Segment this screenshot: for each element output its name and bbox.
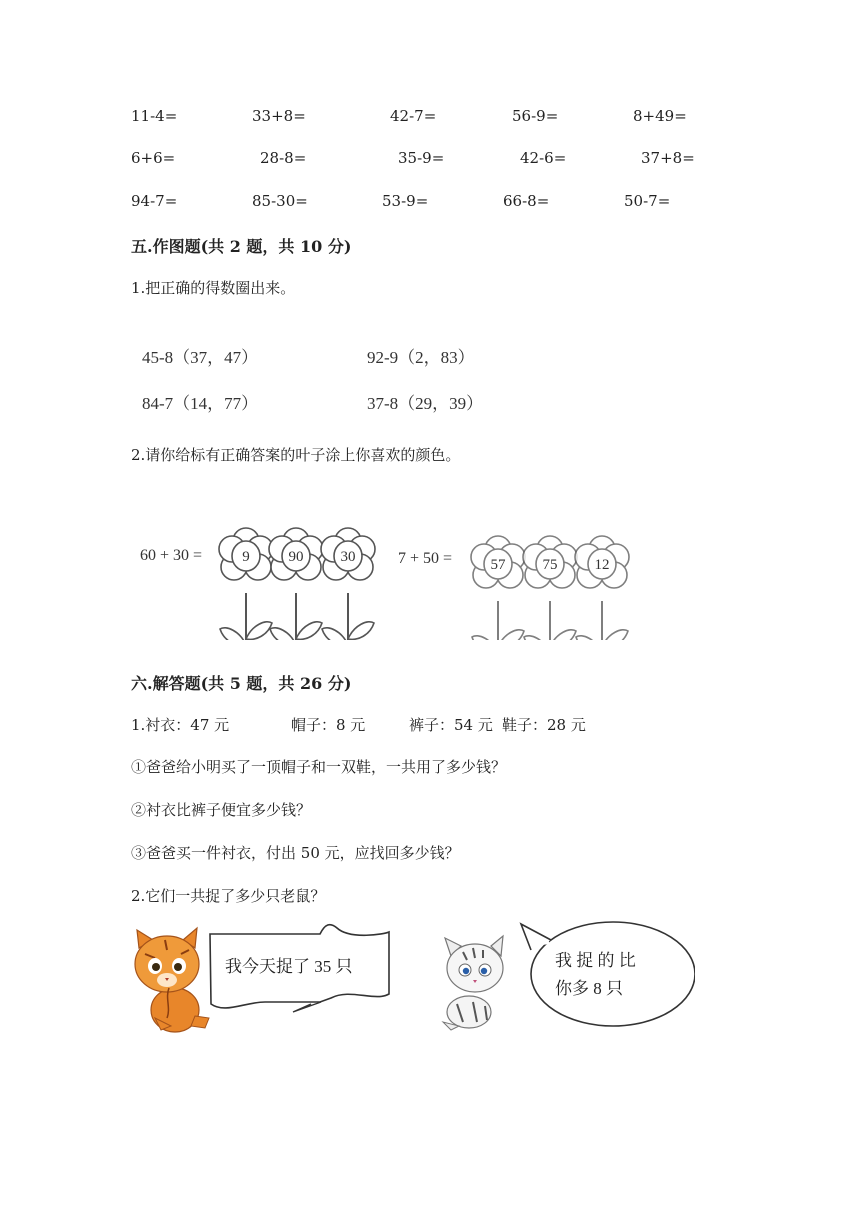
circle-option: 37-8（29，39）: [367, 394, 484, 413]
flower-number: 12: [594, 557, 610, 573]
flower: [523, 536, 577, 640]
sub-question: ②衬衣比裤子便宜多少钱？: [131, 801, 312, 819]
flower-number: 30: [340, 549, 356, 565]
price-item: 1.衬衣：47 元: [131, 716, 230, 734]
flower-equation: 7 + 50 =: [398, 550, 453, 567]
section-heading-6: 六.解答题(共 5 题，共 26 分): [131, 674, 352, 693]
flower-number: 75: [542, 557, 558, 573]
calc-item: 37+8=: [641, 149, 695, 167]
circle-option: 45-8（37，47）: [142, 348, 259, 367]
flower: [269, 528, 323, 640]
calc-item: 33+8=: [252, 107, 306, 125]
flower-number: 9: [242, 549, 250, 565]
calc-item: 42-7=: [390, 107, 437, 125]
bubble-text: 你多 8 只: [555, 979, 623, 998]
orange-kitten: [135, 928, 209, 1032]
calc-item: 28-8=: [260, 149, 307, 167]
price-item: 鞋子：28 元: [502, 716, 586, 734]
calc-item: 11-4=: [131, 107, 178, 125]
flower-equation: 60 + 30 =: [140, 547, 203, 564]
flower: [471, 536, 525, 640]
calc-item: 6+6=: [131, 149, 176, 167]
sub-question: ①爸爸给小明买了一顶帽子和一双鞋，一共用了多少钱？: [131, 758, 507, 776]
calc-item: 53-9=: [382, 192, 429, 210]
flower: [575, 536, 629, 640]
gray-kitten: [443, 936, 503, 1030]
sub-question: ③爸爸买一件衬衣，付出 50 元，应找回多少钱？: [131, 844, 460, 862]
flower: [321, 528, 375, 640]
price-item: 裤子：54 元: [409, 716, 493, 734]
bubble-text: 我 捉 的 比: [555, 951, 636, 970]
calc-item: 85-30=: [252, 192, 308, 210]
speech-bubble-2: [521, 922, 695, 1026]
calc-item: 8+49=: [633, 107, 687, 125]
flower-number: 90: [288, 549, 304, 565]
circle-option: 84-7（14，77）: [142, 394, 259, 413]
calc-item: 42-6=: [520, 149, 567, 167]
flower-number: 57: [490, 557, 506, 573]
circle-option: 92-9（2，83）: [367, 348, 475, 367]
flower: [219, 528, 273, 640]
calc-item: 35-9=: [398, 149, 445, 167]
flower-figure: [130, 515, 650, 640]
question-text: 2.请你给标有正确答案的叶子涂上你喜欢的颜色。: [131, 446, 461, 464]
question-text: 1.把正确的得数圈出来。: [131, 279, 296, 297]
cats-figure: [125, 918, 695, 1038]
calc-item: 94-7=: [131, 192, 178, 210]
bubble-text: 我今天捉了 35 只: [225, 957, 353, 976]
section-heading-5: 五.作图题(共 2 题，共 10 分): [131, 237, 352, 256]
speech-bubble-1: [210, 925, 389, 1012]
price-item: 帽子：8 元: [291, 716, 366, 734]
calc-item: 50-7=: [624, 192, 671, 210]
calc-item: 56-9=: [512, 107, 559, 125]
question-text: 2.它们一共捉了多少只老鼠？: [131, 887, 326, 905]
calc-item: 66-8=: [503, 192, 550, 210]
